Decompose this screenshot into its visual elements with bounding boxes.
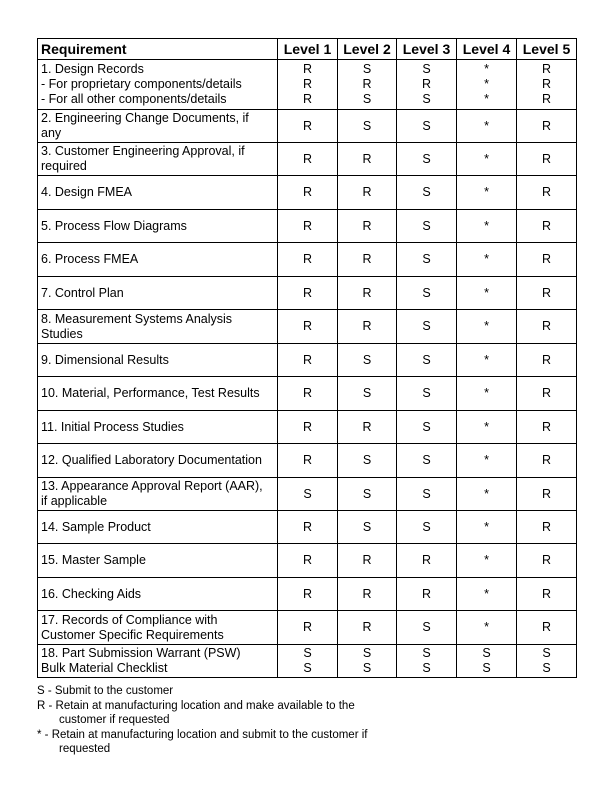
- level-4-cell: [457, 411, 517, 444]
- requirement-cell: [38, 310, 278, 344]
- level-3-cell: [397, 377, 457, 411]
- requirement-cell: [38, 611, 278, 645]
- level-2-cell: [338, 310, 397, 344]
- level-1-cell: [278, 578, 338, 611]
- level-value: S: [542, 646, 551, 660]
- level-value: R: [302, 620, 313, 634]
- level-3-cell: [397, 143, 457, 176]
- level-4-cell: [457, 143, 517, 176]
- level-value: S: [482, 661, 491, 675]
- level-value: S: [303, 646, 312, 660]
- table-row: [38, 110, 577, 143]
- table-row: [38, 444, 577, 478]
- level-1-cell: [278, 60, 338, 110]
- level-5-cell: [517, 176, 577, 210]
- level-value: S: [422, 386, 431, 400]
- level-5-cell: [517, 444, 577, 478]
- requirement-text: Customer Specific Requirements: [41, 627, 224, 642]
- table-row: [38, 377, 577, 411]
- level-value: S: [362, 118, 372, 133]
- level-1-cell: [278, 143, 338, 176]
- requirement-cell: [38, 544, 278, 578]
- level-value: R: [541, 386, 552, 400]
- table-row: [38, 511, 577, 544]
- level-2-cell: [338, 60, 397, 110]
- legend-submit: S - Submit to the customer: [37, 685, 174, 697]
- level-2-cell: [338, 511, 397, 544]
- level-3-cell: [397, 210, 457, 243]
- level-value: R: [302, 62, 313, 76]
- requirement-text: 16. Checking Aids: [41, 586, 142, 601]
- level-value: S: [422, 419, 431, 434]
- requirement-cell: [38, 511, 278, 544]
- level-2-cell: [338, 478, 397, 511]
- header-requirement: Requirement: [38, 39, 278, 60]
- level-value: R: [362, 185, 372, 199]
- level-value: R: [302, 118, 313, 133]
- level-value: R: [302, 185, 313, 199]
- level-3-cell: [397, 60, 457, 110]
- level-value: S: [362, 661, 372, 675]
- requirement-text: 11. Initial Process Studies: [41, 419, 184, 434]
- level-4-cell: [457, 377, 517, 411]
- requirement-cell: [38, 478, 278, 511]
- requirement-cell: [38, 110, 278, 143]
- level-3-cell: [397, 243, 457, 277]
- level-2-cell: [338, 176, 397, 210]
- level-value: R: [302, 553, 313, 567]
- level-1-cell: [278, 645, 338, 678]
- level-value: R: [541, 118, 552, 133]
- level-value: *: [484, 185, 489, 199]
- level-value: R: [362, 586, 372, 601]
- table-row: [38, 478, 577, 511]
- level-value: R: [362, 218, 372, 233]
- level-value: *: [484, 386, 489, 400]
- table-row: [38, 344, 577, 377]
- level-value: R: [541, 486, 552, 501]
- level-value: S: [362, 386, 372, 400]
- level-3-cell: [397, 544, 457, 578]
- requirement-text: 9. Dimensional Results: [41, 352, 169, 367]
- level-value: R: [362, 285, 372, 300]
- level-5-cell: [517, 645, 577, 678]
- header-level-2: Level 2: [338, 39, 397, 60]
- level-value: S: [362, 519, 372, 534]
- level-value: R: [302, 352, 313, 367]
- level-3-cell: [397, 511, 457, 544]
- header-level-1: Level 1: [278, 39, 338, 60]
- requirement-text: 1. Design Records: [41, 62, 144, 76]
- level-value: S: [542, 661, 551, 675]
- requirement-text: if applicable: [41, 494, 108, 508]
- level-5-cell: [517, 344, 577, 377]
- level-value: R: [541, 453, 552, 467]
- level-value: R: [302, 92, 313, 106]
- level-value: R: [421, 553, 432, 567]
- table-row: [38, 277, 577, 310]
- legend-star-cont: requested: [59, 743, 111, 755]
- requirement-cell: [38, 176, 278, 210]
- level-value: R: [302, 151, 313, 166]
- level-value: R: [541, 519, 552, 534]
- legend-retain: R - Retain at manufacturing location and make available to the: [37, 699, 355, 712]
- level-value: R: [541, 252, 552, 266]
- requirement-cell: [38, 411, 278, 444]
- level-value: S: [362, 352, 372, 367]
- level-5-cell: [517, 110, 577, 143]
- level-4-cell: [457, 645, 517, 678]
- level-value: R: [362, 319, 372, 333]
- header-row: [38, 39, 577, 60]
- level-value: *: [484, 553, 489, 567]
- level-2-cell: [338, 645, 397, 678]
- level-value: S: [422, 218, 431, 233]
- level-2-cell: [338, 277, 397, 310]
- requirement-text: 3. Customer Engineering Approval, if: [41, 144, 245, 158]
- table-row: [38, 60, 577, 110]
- level-5-cell: [517, 478, 577, 511]
- level-value: *: [484, 319, 489, 333]
- level-value: S: [422, 620, 431, 634]
- level-value: S: [422, 252, 431, 266]
- level-2-cell: [338, 377, 397, 411]
- requirement-cell: [38, 143, 278, 176]
- level-value: R: [362, 620, 372, 634]
- level-value: S: [422, 319, 431, 333]
- level-value: *: [484, 92, 489, 106]
- table-row: [38, 611, 577, 645]
- level-2-cell: [338, 344, 397, 377]
- header-level-3: Level 3: [397, 39, 457, 60]
- level-value: *: [484, 285, 489, 300]
- level-5-cell: [517, 377, 577, 411]
- requirement-cell: [38, 60, 278, 110]
- level-value: R: [541, 77, 552, 91]
- requirement-text: 15. Master Sample: [41, 553, 146, 567]
- level-value: R: [362, 419, 372, 434]
- level-5-cell: [517, 277, 577, 310]
- level-2-cell: [338, 110, 397, 143]
- level-value: S: [422, 519, 431, 534]
- level-5-cell: [517, 210, 577, 243]
- level-value: S: [303, 486, 312, 501]
- level-value: *: [484, 218, 489, 233]
- level-4-cell: [457, 243, 517, 277]
- requirement-cell: [38, 645, 278, 678]
- level-4-cell: [457, 277, 517, 310]
- level-value: *: [484, 486, 489, 501]
- level-value: R: [541, 285, 552, 300]
- level-value: R: [541, 620, 552, 634]
- level-value: R: [541, 62, 552, 76]
- level-value: S: [422, 661, 431, 675]
- level-4-cell: [457, 176, 517, 210]
- level-1-cell: [278, 243, 338, 277]
- level-5-cell: [517, 243, 577, 277]
- legend: [37, 684, 417, 757]
- level-2-cell: [338, 611, 397, 645]
- requirement-cell: [38, 377, 278, 411]
- level-value: S: [422, 486, 431, 501]
- level-4-cell: [457, 578, 517, 611]
- requirement-text: required: [41, 159, 87, 173]
- requirement-text: 18. Part Submission Warrant (PSW): [41, 646, 241, 660]
- level-value: *: [484, 620, 489, 634]
- requirement-text: Studies: [41, 326, 83, 341]
- requirement-text: 17. Records of Compliance with: [41, 612, 218, 627]
- level-value: R: [541, 553, 552, 567]
- level-1-cell: [278, 411, 338, 444]
- level-4-cell: [457, 544, 517, 578]
- level-1-cell: [278, 277, 338, 310]
- ppap-requirements-table: [37, 38, 577, 678]
- level-1-cell: [278, 444, 338, 478]
- level-value: S: [422, 62, 431, 76]
- level-2-cell: [338, 243, 397, 277]
- table-row: [38, 210, 577, 243]
- level-3-cell: [397, 478, 457, 511]
- level-value: S: [422, 185, 431, 199]
- level-value: R: [541, 419, 552, 434]
- level-value: R: [541, 151, 552, 166]
- requirement-text: 8. Measurement Systems Analysis: [41, 311, 233, 326]
- level-5-cell: [517, 60, 577, 110]
- level-value: S: [362, 453, 372, 467]
- legend-retain-cont: customer if requested: [59, 714, 170, 726]
- level-5-cell: [517, 310, 577, 344]
- level-value: S: [422, 92, 431, 106]
- level-value: *: [484, 352, 489, 367]
- level-value: S: [362, 646, 372, 660]
- requirement-cell: [38, 578, 278, 611]
- table-row: [38, 176, 577, 210]
- level-4-cell: [457, 511, 517, 544]
- level-5-cell: [517, 511, 577, 544]
- level-value: S: [482, 646, 491, 660]
- level-value: S: [362, 92, 372, 106]
- level-3-cell: [397, 344, 457, 377]
- level-value: R: [362, 77, 372, 91]
- level-3-cell: [397, 645, 457, 678]
- level-value: *: [484, 519, 489, 534]
- level-value: R: [421, 586, 432, 601]
- level-3-cell: [397, 110, 457, 143]
- requirement-text: 14. Sample Product: [41, 519, 151, 534]
- level-4-cell: [457, 611, 517, 645]
- level-1-cell: [278, 310, 338, 344]
- requirement-text: 6. Process FMEA: [41, 252, 139, 266]
- requirement-text: any: [41, 126, 62, 140]
- level-1-cell: [278, 176, 338, 210]
- level-value: R: [541, 319, 552, 333]
- table-row: [38, 544, 577, 578]
- level-value: R: [302, 252, 313, 266]
- level-1-cell: [278, 511, 338, 544]
- level-value: R: [302, 218, 313, 233]
- level-value: S: [303, 661, 312, 675]
- level-value: R: [302, 285, 313, 300]
- level-value: R: [302, 319, 313, 333]
- requirement-text: - For all other components/details: [41, 92, 227, 106]
- level-value: S: [422, 151, 431, 166]
- level-1-cell: [278, 377, 338, 411]
- level-4-cell: [457, 60, 517, 110]
- requirement-text: 4. Design FMEA: [41, 185, 133, 199]
- requirement-cell: [38, 344, 278, 377]
- requirement-cell: [38, 243, 278, 277]
- requirement-text: Bulk Material Checklist: [41, 661, 168, 675]
- requirement-text: 10. Material, Performance, Test Results: [41, 386, 260, 400]
- level-value: *: [484, 118, 489, 133]
- level-1-cell: [278, 110, 338, 143]
- level-value: R: [541, 185, 552, 199]
- level-5-cell: [517, 611, 577, 645]
- level-value: R: [541, 218, 552, 233]
- level-value: *: [484, 77, 489, 91]
- level-1-cell: [278, 210, 338, 243]
- level-value: R: [362, 553, 372, 567]
- level-1-cell: [278, 544, 338, 578]
- level-value: R: [302, 519, 313, 534]
- level-5-cell: [517, 411, 577, 444]
- level-2-cell: [338, 578, 397, 611]
- level-value: S: [362, 62, 372, 76]
- table-row: [38, 243, 577, 277]
- table-row: [38, 645, 577, 678]
- level-3-cell: [397, 277, 457, 310]
- requirement-text: - For proprietary components/details: [41, 77, 242, 91]
- level-1-cell: [278, 344, 338, 377]
- table-row: [38, 411, 577, 444]
- level-value: S: [422, 285, 431, 300]
- level-value: R: [302, 453, 313, 467]
- level-value: S: [422, 453, 431, 467]
- table-row: [38, 143, 577, 176]
- level-value: *: [484, 252, 489, 266]
- level-value: R: [302, 419, 313, 434]
- requirement-cell: [38, 277, 278, 310]
- level-value: *: [484, 62, 489, 76]
- requirement-text: 7. Control Plan: [41, 285, 124, 300]
- requirement-text: 12. Qualified Laboratory Documentation: [41, 453, 262, 467]
- level-4-cell: [457, 110, 517, 143]
- level-3-cell: [397, 611, 457, 645]
- level-3-cell: [397, 176, 457, 210]
- level-value: S: [362, 486, 372, 501]
- level-4-cell: [457, 478, 517, 511]
- level-value: R: [362, 252, 372, 266]
- table-row: [38, 578, 577, 611]
- level-5-cell: [517, 578, 577, 611]
- level-3-cell: [397, 578, 457, 611]
- level-value: R: [541, 352, 552, 367]
- level-value: S: [422, 646, 431, 660]
- header-level-5: Level 5: [517, 39, 577, 60]
- requirement-text: 13. Appearance Approval Report (AAR),: [41, 479, 263, 493]
- level-value: R: [302, 386, 313, 400]
- table-row: [38, 310, 577, 344]
- level-2-cell: [338, 210, 397, 243]
- level-2-cell: [338, 411, 397, 444]
- level-2-cell: [338, 143, 397, 176]
- level-value: R: [362, 151, 372, 166]
- level-5-cell: [517, 544, 577, 578]
- level-5-cell: [517, 143, 577, 176]
- level-value: S: [422, 118, 431, 133]
- level-value: *: [484, 419, 489, 434]
- requirement-text: 5. Process Flow Diagrams: [41, 218, 187, 233]
- level-4-cell: [457, 310, 517, 344]
- level-3-cell: [397, 411, 457, 444]
- level-3-cell: [397, 444, 457, 478]
- level-value: R: [541, 586, 552, 601]
- level-1-cell: [278, 478, 338, 511]
- requirement-cell: [38, 210, 278, 243]
- level-value: *: [484, 151, 489, 166]
- legend-star: * - Retain at manufacturing location and submit to the customer if: [37, 728, 368, 741]
- level-value: *: [484, 586, 489, 601]
- level-value: R: [541, 92, 552, 106]
- level-4-cell: [457, 344, 517, 377]
- level-2-cell: [338, 544, 397, 578]
- requirement-cell: [38, 444, 278, 478]
- level-3-cell: [397, 310, 457, 344]
- level-value: *: [484, 453, 489, 467]
- level-2-cell: [338, 444, 397, 478]
- requirement-text: 2. Engineering Change Documents, if: [41, 111, 249, 125]
- header-level-4: Level 4: [457, 39, 517, 60]
- level-4-cell: [457, 210, 517, 243]
- level-1-cell: [278, 611, 338, 645]
- level-value: R: [302, 586, 313, 601]
- level-4-cell: [457, 444, 517, 478]
- level-value: S: [422, 352, 431, 367]
- level-value: R: [302, 77, 313, 91]
- level-value: R: [421, 77, 432, 91]
